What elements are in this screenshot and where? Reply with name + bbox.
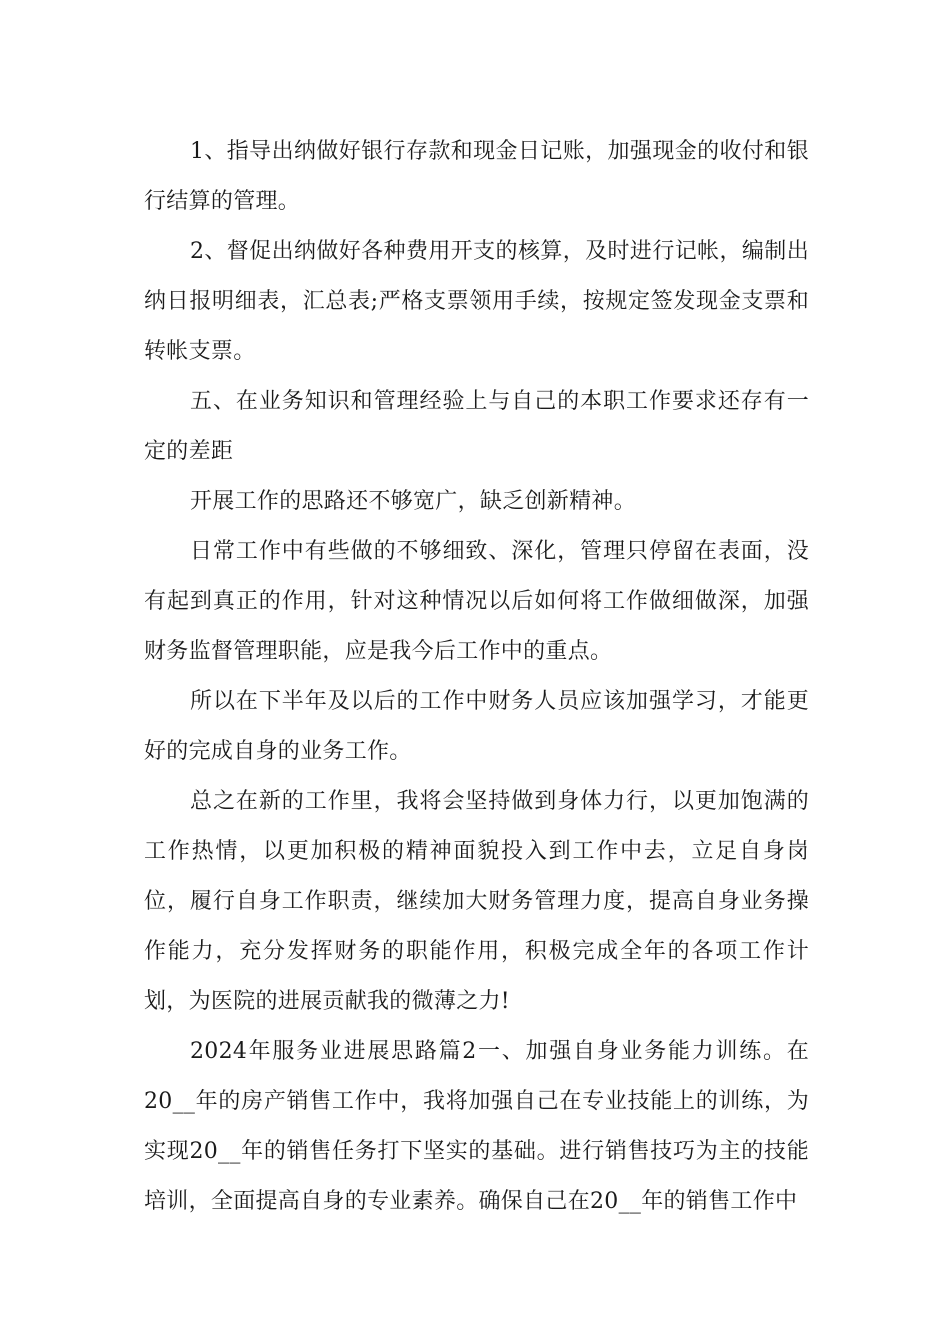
- paragraph-conclusion: 总之在新的工作里，我将会坚持做到身体力行，以更加饱满的工作热情，以更加积极的精神面貌投入到工作中去，立足自身岗位，履行自身工作职责，继续加大财务管理力度，提高自身业务操作能力，充分发挥财务的职能作用，积极完成全年的各项工作计划，为医院的进展贡献我的微薄之力!: [144, 789, 809, 1014]
- paragraph-daily-work: 日常工作中有些做的不够细致、深化，管理只停留在表面，没有起到真正的作用，针对这种情况以后如何将工作做细做深，加强财务监督管理职能，应是我今后工作中的重点。: [144, 539, 809, 664]
- paragraph-cashier-deposit: 1、指导出纳做好银行存款和现金日记账，加强现金的收付和银行结算的管理。: [144, 139, 809, 214]
- document-body: [144, 127, 809, 1227]
- paragraph-learning: 所以在下半年及以后的工作中财务人员应该加强学习，才能更好的完成自身的业务工作。: [144, 689, 809, 764]
- paragraph-service-industry: 2024年服务业进展思路篇2一、加强自身业务能力训练。在20__年的房产销售工作中，我将加强自己在专业技能上的训练，为实现20__年的销售任务打下坚实的基础。进行销售技巧为主的技能培训，全面提高自身的专业素养。确保自己在20__年的销售工作中: [144, 1039, 809, 1214]
- paragraph-cashier-expense: 2、督促出纳做好各种费用开支的核算，及时进行记帐，编制出纳日报明细表，汇总表;严格支票领用手续，按规定签发现金支票和转帐支票。: [144, 239, 809, 364]
- paragraph-section-five-heading: 五、在业务知识和管理经验上与自己的本职工作要求还存有一定的差距: [144, 389, 809, 464]
- paragraph-lack-innovation: 开展工作的思路还不够宽广，缺乏创新精神。: [190, 489, 637, 514]
